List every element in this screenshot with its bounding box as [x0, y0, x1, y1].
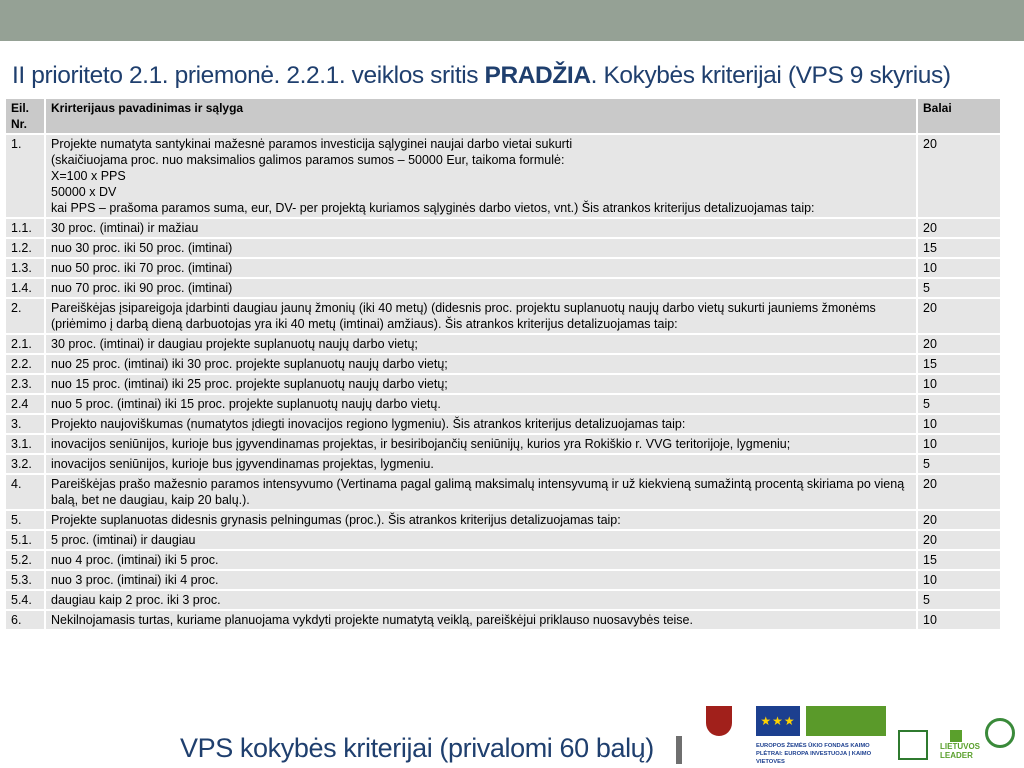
cell-nr: 5.: [6, 511, 44, 529]
cell-score: 5: [918, 395, 1000, 413]
cell-score: 20: [918, 299, 1000, 333]
cell-score: 10: [918, 435, 1000, 453]
cell-nr: 1.4.: [6, 279, 44, 297]
cell-text: nuo 50 proc. iki 70 proc. (imtinai): [46, 259, 916, 277]
cell-score: 20: [918, 531, 1000, 549]
cell-text: Projekte numatyta santykinai mažesnė paramos investicija sąlyginei naujai darbo vietai sukurti (skaičiuojama proc. nuo maksimalios galimos paramos sumos – 50000 Eur, taikoma formulė: X=100 x PPS 50000 x DV kai PPS – prašoma paramos suma, eur, DV- per projektą kuriamos sąlyginės darbo vietos, vnt.) Šis atrankos kriterijus detalizuojamas taip:: [46, 135, 916, 217]
table-row: [6, 259, 1000, 277]
table-row: [6, 435, 1000, 453]
page-title: II prioriteto 2.1. priemonė. 2.2.1. veiklos sritis PRADŽIA. Kokybės kriterijai (VPS 9 skyrius): [12, 62, 951, 89]
cell-nr: 2.3.: [6, 375, 44, 393]
cell-text: Nekilnojamasis turtas, kuriame planuojama vykdyti projekte numatytą veiklą, pareiškėjui priklauso nuosavybės teise.: [46, 611, 916, 629]
cell-nr: 2.2.: [6, 355, 44, 373]
vvg-logo: [980, 712, 1020, 764]
cell-text: nuo 4 proc. (imtinai) iki 5 proc.: [46, 551, 916, 569]
table-row: [6, 135, 1000, 217]
table-row: [6, 299, 1000, 333]
cell-score: 10: [918, 415, 1000, 433]
eu-fund-text: EUROPOS ŽEMĖS ŪKIO FONDAS KAIMO PLĖTRAI: EUROPA INVESTUOJA Į KAIMO VIETOVES: [756, 743, 872, 765]
cell-text: Projekte suplanuotas didesnis grynasis pelningumas (proc.). Šis atrankos kriterijus detalizuojamas taip:: [46, 511, 916, 529]
cell-text: nuo 70 proc. iki 90 proc. (imtinai): [46, 279, 916, 297]
cell-score: 20: [918, 335, 1000, 353]
table-header-row: [6, 99, 1000, 133]
table-row: [6, 415, 1000, 433]
cell-nr: 1.: [6, 135, 44, 217]
cell-text: 30 proc. (imtinai) ir mažiau: [46, 219, 916, 237]
cell-score: 20: [918, 475, 1000, 509]
cell-score: 15: [918, 551, 1000, 569]
cell-nr: 5.1.: [6, 531, 44, 549]
table-row: [6, 551, 1000, 569]
cell-nr: 2.1.: [6, 335, 44, 353]
lietuvos-leader-logo: LIETUVOS LEADER: [940, 730, 976, 762]
table-row: [6, 531, 1000, 549]
cell-text: nuo 5 proc. (imtinai) iki 15 proc. projekte suplanuotų naujų darbo vietų.: [46, 395, 916, 413]
col-header-nr: Eil. Nr.: [6, 99, 44, 133]
cell-score: 5: [918, 279, 1000, 297]
cell-nr: 2.4: [6, 395, 44, 413]
cell-text: 5 proc. (imtinai) ir daugiau: [46, 531, 916, 549]
lithuania-emblem-logo: [696, 706, 742, 764]
cell-text: nuo 3 proc. (imtinai) iki 4 proc.: [46, 571, 916, 589]
table-row: [6, 511, 1000, 529]
eu-flag-logo: ★★★: [756, 706, 800, 736]
cell-nr: 5.2.: [6, 551, 44, 569]
cell-nr: 1.3.: [6, 259, 44, 277]
cell-score: 5: [918, 455, 1000, 473]
top-bar: [0, 0, 1024, 41]
cell-score: 10: [918, 259, 1000, 277]
table-row: [6, 375, 1000, 393]
cell-nr: 5.3.: [6, 571, 44, 589]
table-row: [6, 591, 1000, 609]
lt-leader-icon: [898, 730, 928, 760]
footer-title: VPS kokybės kriterijai (privalomi 60 balų): [180, 733, 654, 763]
cell-text: Projekto naujoviškumas (numatytos įdiegti inovacijos regiono lygmeniu). Šis atrankos kriterijus detalizuojamas taip:: [46, 415, 916, 433]
cell-text: nuo 15 proc. (imtinai) iki 25 proc. projekte suplanuotų naujų darbo vietų;: [46, 375, 916, 393]
cell-text: inovacijos seniūnijos, kurioje bus įgyvendinamas projektas, lygmeniu.: [46, 455, 916, 473]
cell-text: daugiau kaip 2 proc. iki 3 proc.: [46, 591, 916, 609]
table-row: [6, 455, 1000, 473]
cell-score: 15: [918, 355, 1000, 373]
cell-nr: 3.1.: [6, 435, 44, 453]
leader-logo: [806, 706, 886, 736]
cell-nr: 4.: [6, 475, 44, 509]
table-row: [6, 571, 1000, 589]
table-row: [6, 219, 1000, 237]
cell-score: 5: [918, 591, 1000, 609]
cell-score: 10: [918, 571, 1000, 589]
cell-score: 15: [918, 239, 1000, 257]
cell-text: nuo 30 proc. iki 50 proc. (imtinai): [46, 239, 916, 257]
cell-score: 20: [918, 219, 1000, 237]
table-row: [6, 355, 1000, 373]
table-body: [6, 135, 1000, 629]
cell-nr: 5.4.: [6, 591, 44, 609]
cell-nr: 3.2.: [6, 455, 44, 473]
cell-score: 10: [918, 611, 1000, 629]
table-row: [6, 395, 1000, 413]
table-row: [6, 475, 1000, 509]
cell-nr: 3.: [6, 415, 44, 433]
table-row: [6, 239, 1000, 257]
cell-nr: 2.: [6, 299, 44, 333]
cell-text: Pareiškėjas prašo mažesnio paramos intensyvumo (Vertinama pagal galimą maksimalų intensyvumą ir už kiekvieną sumažintą procentą skiriama po vieną balą, bet ne daugiau, kaip 20 balų.).: [46, 475, 916, 509]
cell-score: 10: [918, 375, 1000, 393]
table-row: [6, 611, 1000, 629]
cell-text: Pareiškėjas įsipareigoja įdarbinti daugiau jaunų žmonių (iki 40 metų) (didesnis proc. projektu suplanuotų naujų darbo vietų sukurti jauniems žmonėms (priėmimo į darbą dieną darbuotojas yra iki 40 metų (imtinai) amžiaus). Šis atrankos kriterijus detalizuojamas taip:: [46, 299, 916, 333]
cell-text: inovacijos seniūnijos, kurioje bus įgyvendinamas projektas, ir besiribojančių seniūnijų, kurios yra Rokiškio r. VVG teritorijoje, lygmeniu;: [46, 435, 916, 453]
cell-nr: 1.2.: [6, 239, 44, 257]
table-row: [6, 279, 1000, 297]
cell-score: 20: [918, 511, 1000, 529]
cell-score: 20: [918, 135, 1000, 217]
cell-nr: 6.: [6, 611, 44, 629]
divider: [676, 736, 682, 764]
cell-text: 30 proc. (imtinai) ir daugiau projekte suplanuotų naujų darbo vietų;: [46, 335, 916, 353]
criteria-table: [4, 97, 1002, 631]
cell-nr: 1.1.: [6, 219, 44, 237]
col-header-score: Balai: [918, 99, 1000, 133]
col-header-criterion: Krirterijaus pavadinimas ir sąlyga: [46, 99, 916, 133]
table-row: [6, 335, 1000, 353]
cell-text: nuo 25 proc. (imtinai) iki 30 proc. projekte suplanuotų naujų darbo vietų;: [46, 355, 916, 373]
